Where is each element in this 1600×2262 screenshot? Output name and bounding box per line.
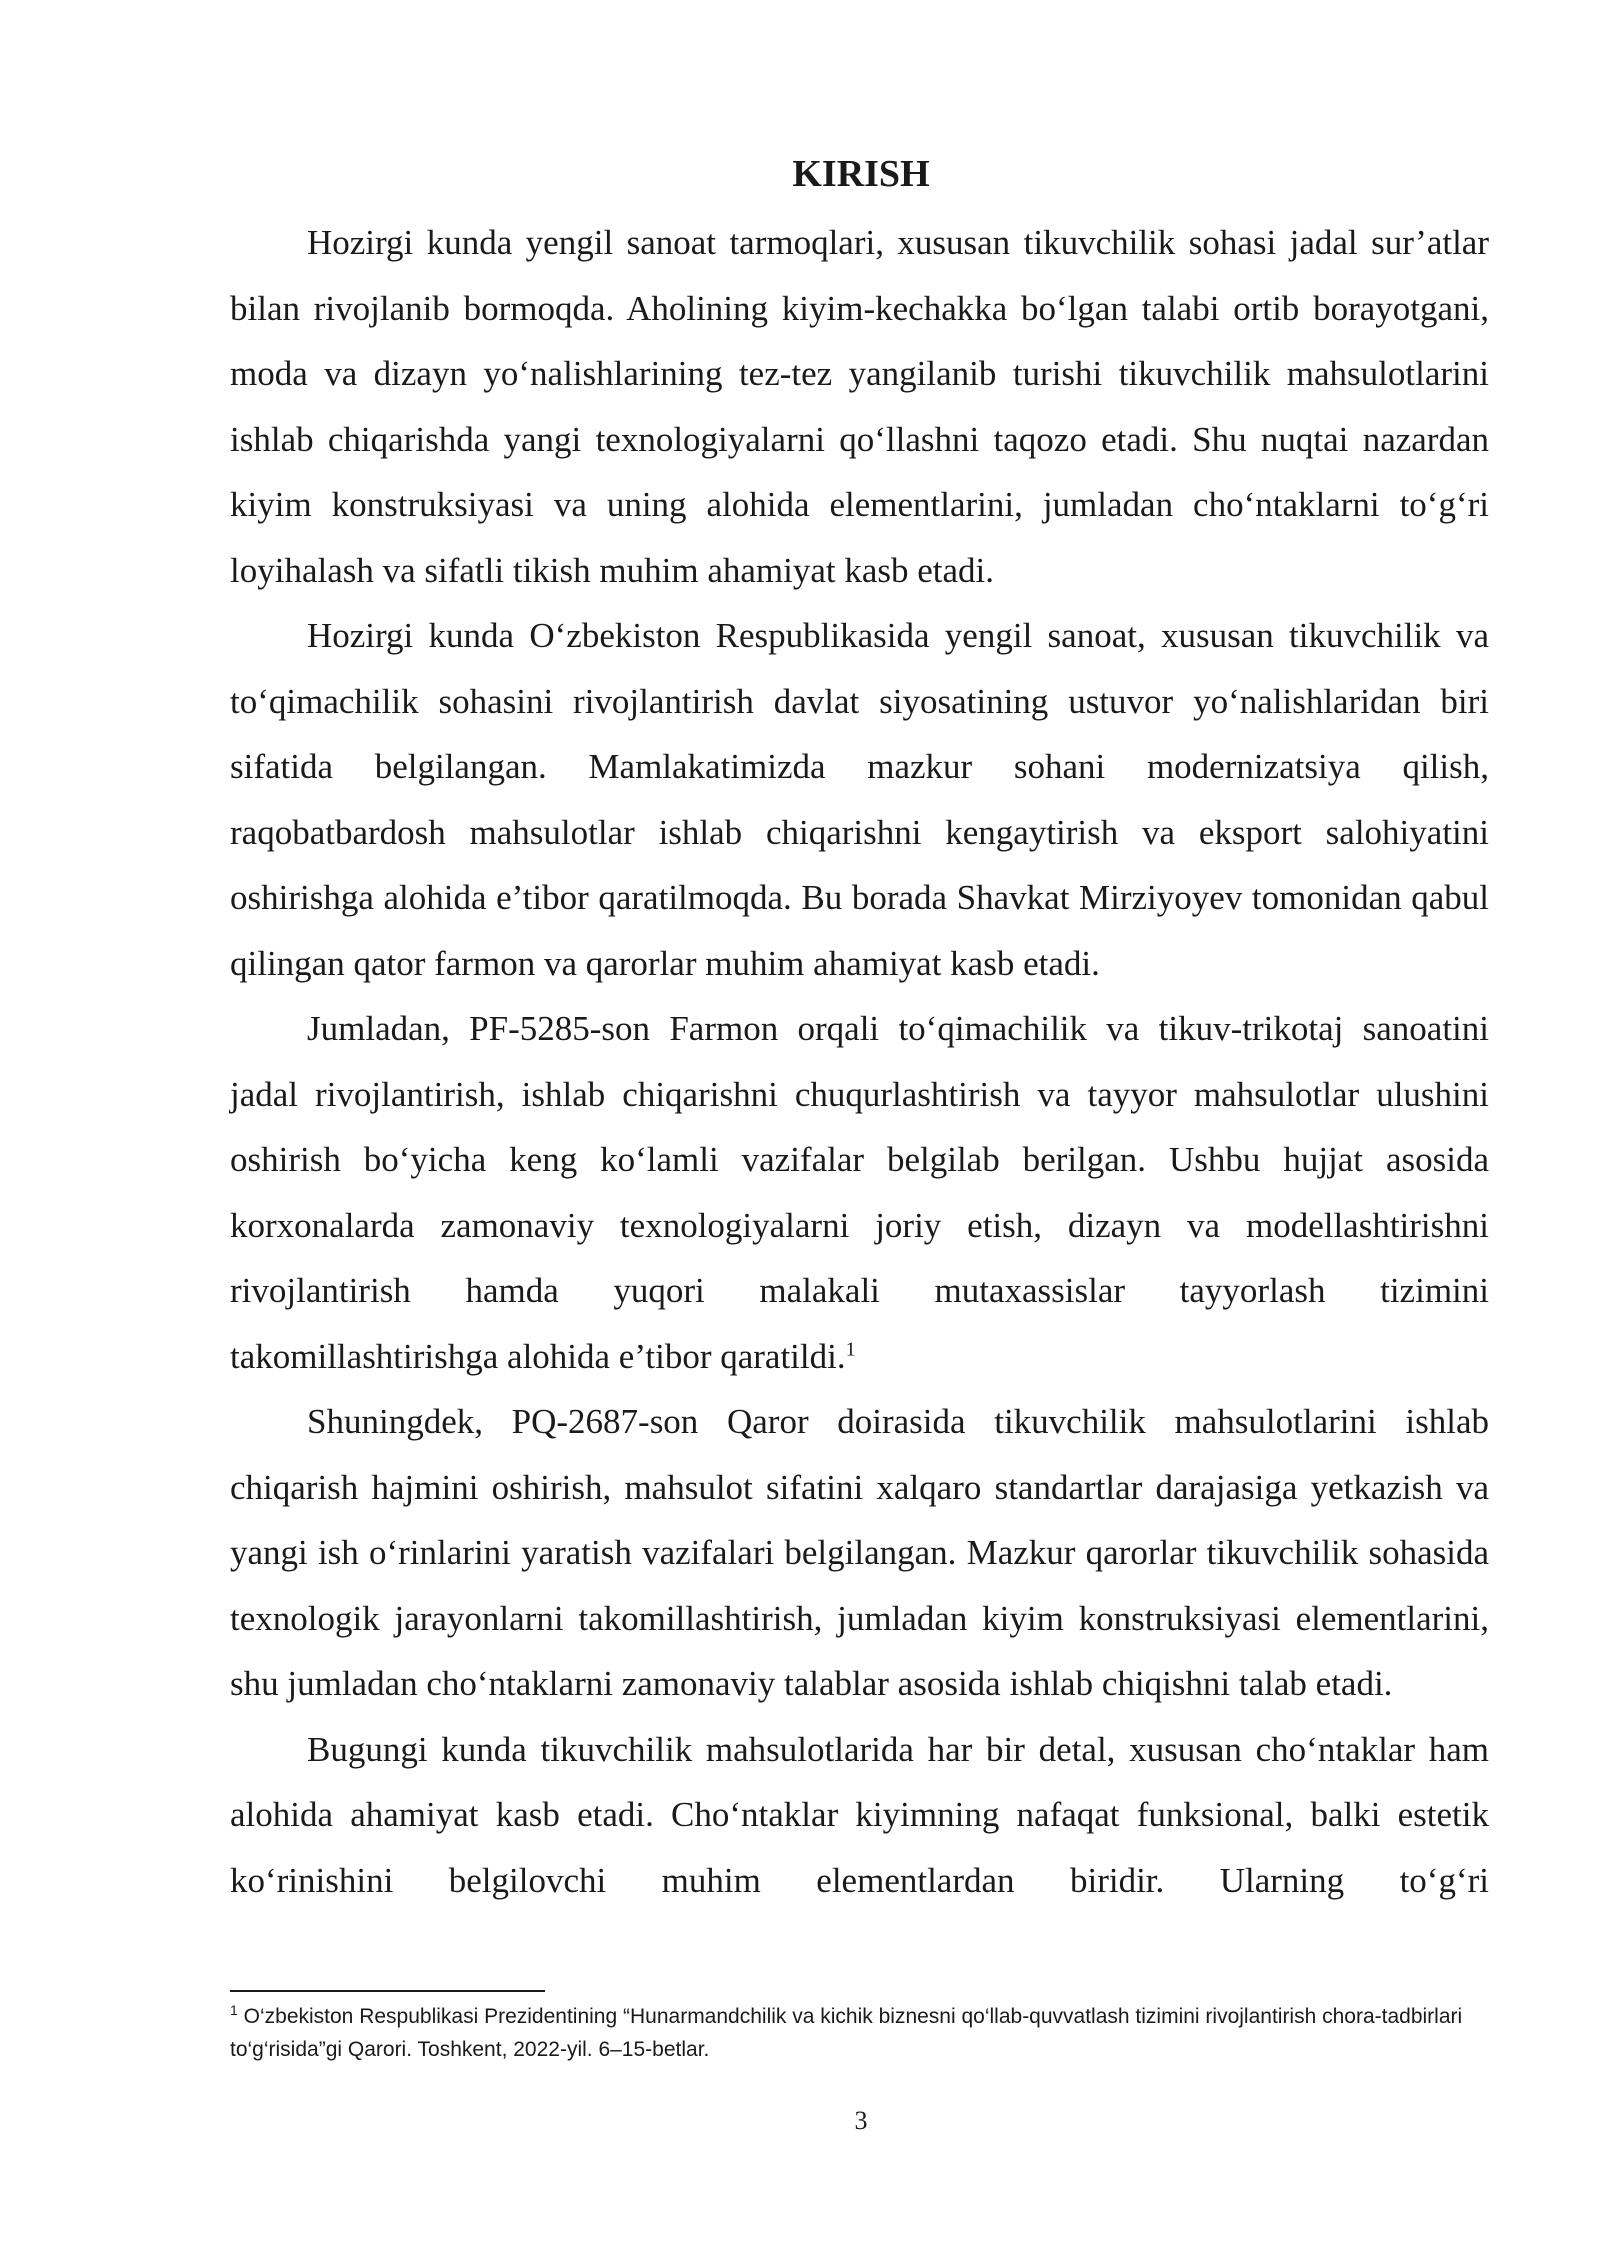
paragraph-4: Shuningdek, PQ-2687-son Qaror doirasida tikuvchilik mahsulotlarini ishlab chiqarish hajmini oshirish, mahsulot sifatini xalqaro standartlar darajasiga yetkazish va yangi ish o‘rinlarini yaratish vazifalari belgilangan. Mazkur qarorlar tikuvchilik sohasida texnologik jarayonlarni takomillashtirish, jumladan kiyim konstruksiyasi elementlarini, shu jumladan cho‘ntaklarni zamonaviy talablar asosida ishlab chiqishni talab etadi.	[230, 1402, 1489, 1703]
page-number: 3	[854, 2106, 868, 2135]
paragraph-3-text: Jumladan, PF-5285-son Farmon orqali to‘qimachilik va tikuv-trikotaj sanoatini jadal rivojlantirish, ishlab chiqarishni chuqurlashtirish va tayyor mahsulotlar ulushini oshirish bo‘yicha keng ko‘lamli vazifalar belgilab berilgan. Ushbu hujjat asosida korxonalarda zamonaviy texnologiyalarni joriy etish, dizayn va modellashtirishni rivojlantirish hamda yuqori malakali mutaxassislar tayyorlash tizimini takomillashtirishga alohida e’tibor qaratildi.	[230, 1009, 1489, 1376]
footnote-separator	[230, 1990, 545, 1992]
page-title: KIRISH	[792, 153, 930, 195]
footnote	[230, 2000, 1489, 2066]
paragraph-3	[230, 996, 1489, 1389]
body-text	[230, 210, 1489, 1913]
footnote-reference[interactable]: 1	[845, 1337, 856, 1360]
paragraph-2: Hozirgi kunda O‘zbekiston Respublikasida yengil sanoat, xususan tikuvchilik va to‘qimachilik sohasini rivojlantirish davlat siyosatining ustuvor yo‘nalishlaridan biri sifatida belgilangan. Mamlakatimizda mazkur sohani modernizatsiya qilish, raqobatbardosh mahsulotlar ishlab chiqarishni kengaytirish va eksport salohiyatini oshirishga alohida e’tibor qaratilmoqda. Bu borada Shavkat Mirziyoyev tomonidan qabul qilingan qator farmon va qarorlar muhim ahamiyat kasb etadi.	[230, 616, 1489, 983]
footnote-text: O‘zbekiston Respublikasi Prezidentining “Hunarmandchilik va kichik biznesni qo‘llab-quvvatlash tizimini rivojlantirish chora-tadbirlari to‘g‘risida”gi Qarori. Toshkent, 2022-yil. 6–15-betlar.	[230, 2005, 1463, 2061]
paragraph-5: Bugungi kunda tikuvchilik mahsulotlarida har bir detal, xususan cho‘ntaklar ham alohida ahamiyat kasb etadi. Cho‘ntaklar kiyimning nafaqat funksional, balki estetik ko‘rinishini belgilovchi muhim elementlardan biridir. Ularning to‘g‘ri	[230, 1729, 1489, 1900]
footnote-number: 1	[230, 2002, 238, 2018]
paragraph-1: Hozirgi kunda yengil sanoat tarmoqlari, xususan tikuvchilik sohasi jadal sur’atlar bilan rivojlanib bormoqda. Aholining kiyim-kechakka bo‘lgan talabi ortib borayotgani, moda va dizayn yo‘nalishlarining tez-tez yangilanib turishi tikuvchilik mahsulotlarini ishlab chiqarishda yangi texnologiyalarni qo‘llashni taqozo etadi. Shu nuqtai nazardan kiyim konstruksiyasi va uning alohida elementlarini, jumladan cho‘ntaklarni to‘g‘ri loyihalash va sifatli tikish muhim ahamiyat kasb etadi.	[230, 223, 1489, 590]
